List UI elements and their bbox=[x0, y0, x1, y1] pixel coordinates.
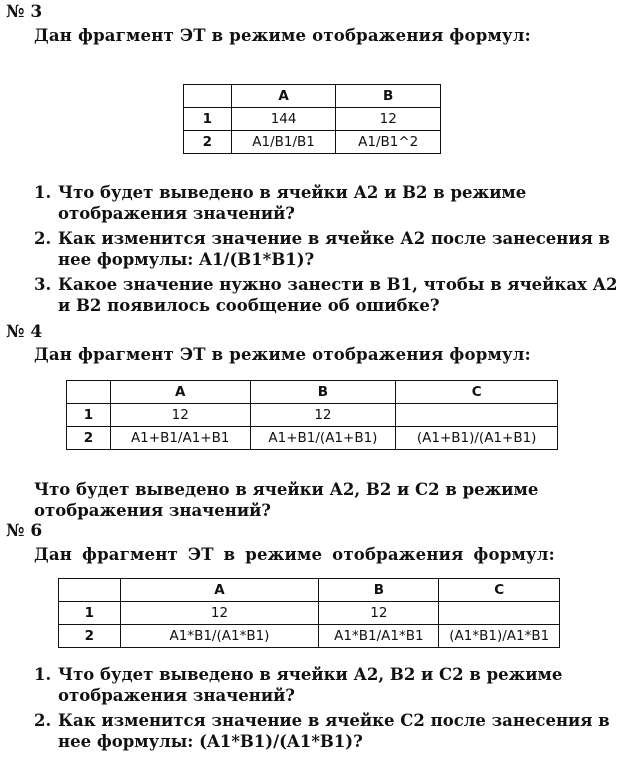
task-4-intro: Дан фрагмент ЭТ в режиме отображения формул: bbox=[34, 345, 531, 364]
col-header-a: A bbox=[231, 85, 336, 108]
col-header-b: B bbox=[319, 579, 439, 602]
cell-c2: (A1*B1)/A1*B1 bbox=[439, 625, 560, 648]
task-6-sheet bbox=[58, 578, 560, 648]
cell-c1 bbox=[439, 602, 560, 625]
corner-cell bbox=[184, 85, 232, 108]
cell-a2: A1+B1/A1+B1 bbox=[110, 427, 250, 450]
cell-b1: 12 bbox=[319, 602, 439, 625]
cell-c1 bbox=[396, 404, 558, 427]
corner-cell bbox=[67, 381, 111, 404]
task-3-question: 2. Как изменится значение в ячейке А2 после занесения в нее формулы: A1/(B1*B1)? bbox=[34, 229, 611, 269]
row-header-2: 2 bbox=[184, 131, 232, 154]
row-header-2: 2 bbox=[59, 625, 121, 648]
cell-b1: 12 bbox=[336, 108, 441, 131]
row-header-1: 1 bbox=[67, 404, 111, 427]
task-3-question: 3. Какое значение нужно занести в В1, чтобы в ячейках А2 и В2 появилось сообщение об ошибке? bbox=[34, 275, 618, 315]
cell-a1: 12 bbox=[110, 404, 250, 427]
task-3-sheet bbox=[183, 84, 441, 154]
col-header-a: A bbox=[110, 381, 250, 404]
task-3-questions bbox=[34, 182, 624, 320]
task-6-question: 1. Что будет выведено в ячейки А2, В2 и С2 в режиме отображения значений? bbox=[34, 665, 563, 705]
cell-b2: A1/B1^2 bbox=[336, 131, 441, 154]
cell-b1: 12 bbox=[250, 404, 396, 427]
cell-a2: A1/B1/B1 bbox=[231, 131, 336, 154]
task-6-questions bbox=[34, 664, 624, 756]
col-header-c: C bbox=[396, 381, 558, 404]
col-header-b: B bbox=[250, 381, 396, 404]
col-header-b: B bbox=[336, 85, 441, 108]
cell-a2: A1*B1/(A1*B1) bbox=[120, 625, 319, 648]
task-4-sheet bbox=[66, 380, 558, 450]
col-header-a: A bbox=[120, 579, 319, 602]
cell-b2: A1+B1/(A1+B1) bbox=[250, 427, 396, 450]
corner-cell bbox=[59, 579, 121, 602]
cell-c2: (A1+B1)/(A1+B1) bbox=[396, 427, 558, 450]
task-6-intro: Дан фрагмент ЭТ в режиме отображения формул: bbox=[34, 545, 555, 564]
task-3-number: № 3 bbox=[6, 2, 43, 22]
cell-b2: A1*B1/A1*B1 bbox=[319, 625, 439, 648]
task-4-question: Что будет выведено в ячейки А2, В2 и С2 в режиме отображения значений? bbox=[34, 480, 539, 520]
task-4-number: № 4 bbox=[6, 322, 43, 342]
task-6-number: № 6 bbox=[6, 521, 43, 541]
cell-a1: 144 bbox=[231, 108, 336, 131]
task-6-question: 2. Как изменится значение в ячейке С2 после занесения в нее формулы: (A1*B1)/(A1*B1)? bbox=[34, 711, 610, 751]
row-header-1: 1 bbox=[59, 602, 121, 625]
task-3-intro: Дан фрагмент ЭТ в режиме отображения формул: bbox=[34, 26, 531, 45]
row-header-1: 1 bbox=[184, 108, 232, 131]
row-header-2: 2 bbox=[67, 427, 111, 450]
col-header-c: C bbox=[439, 579, 560, 602]
task-3-question: 1. Что будет выведено в ячейки А2 и В2 в режиме отображения значений? bbox=[34, 183, 527, 223]
cell-a1: 12 bbox=[120, 602, 319, 625]
